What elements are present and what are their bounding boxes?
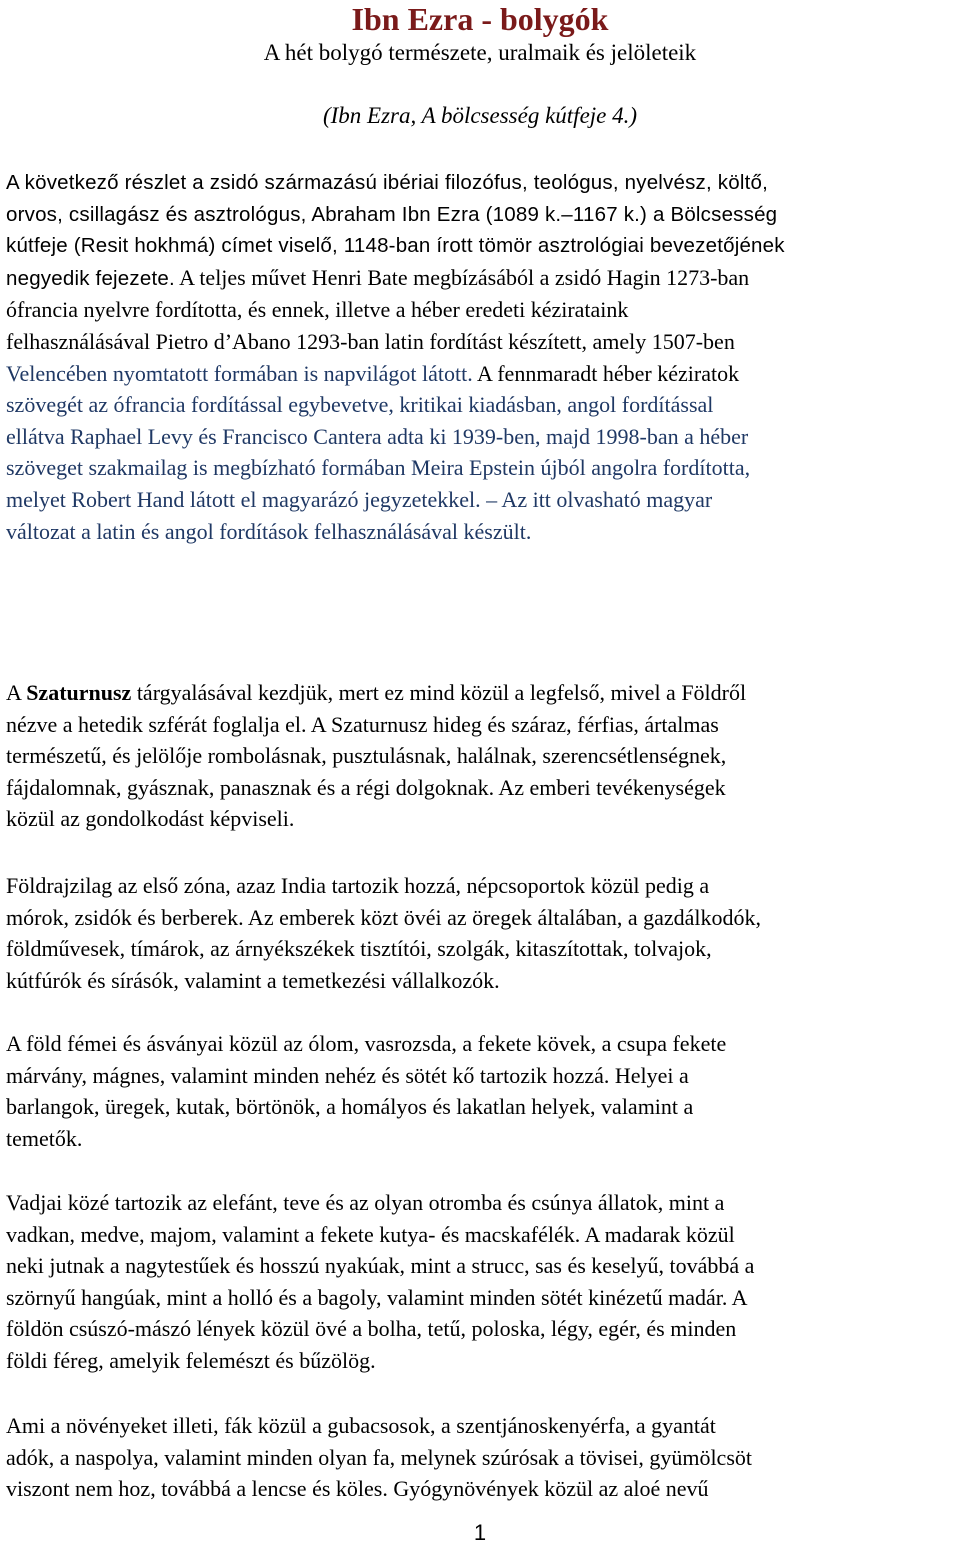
body-line: neki jutnak a nagytestűek és hosszú nyakúak, mint a strucc, sas és keselyű, továbbá a — [6, 1253, 755, 1279]
intro-line — [6, 358, 956, 390]
body-line: természetű, és jelölője rombolásnak, pusztulásnak, halálnak, szerencsétlenségnek, — [6, 743, 727, 769]
page-title: Ibn Ezra - bolygók — [351, 1, 609, 37]
body-line: vadkan, medve, majom, valamint a fekete kutya- és macskafélék. A madarak közül — [6, 1221, 735, 1247]
intro-line: felhasználásával Pietro d’Abano 1293-ban latin fordítást készített, amely 1507-ben — [6, 328, 735, 354]
page-number: 1 — [473, 1520, 487, 1545]
body-line: barlangok, üregek, kutak, börtönök, a homályos és lakatlan helyek, valamint a — [6, 1094, 694, 1120]
intro-line-part: A teljes művet Henri Bate megbízásából a zsidó Hagin 1273-ban — [174, 264, 750, 290]
intro-line — [6, 262, 956, 295]
intro-line: változat a latin és angol fordítások felhasználásával készült. — [6, 518, 532, 544]
intro-line: kútfeje (Resit hokhmá) címet viselő, 1148-ban írott tömör asztrológiai bevezetőjének — [6, 234, 785, 258]
intro-line: szövegét az ófrancia fordítással egybevetve, kritikai kiadásban, angol fordítással — [6, 392, 714, 418]
saturn-keyword: Szaturnusz — [26, 680, 132, 705]
body-line: A föld fémei és ásványai közül az ólom, vasrozsda, a fekete kövek, a csupa fekete — [6, 1031, 727, 1056]
intro-line: ellátva Raphael Levy és Francisco Cantera adta ki 1939-ben, majd 1998-ban a héber — [6, 423, 749, 449]
body-line-part: A — [6, 680, 27, 705]
intro-line: szöveget szakmailag is megbízható formában Meira Epstein újból angolra fordította, — [6, 455, 751, 481]
page-subtitle: A hét bolygó természete, uralmaik és jelöleteik — [263, 40, 697, 65]
body-line: márvány, mágnes, valamint minden nehéz és sötét kő tartozik hozzá. Helyei a — [6, 1062, 689, 1088]
body-paragraph-plants — [6, 1410, 956, 1505]
source-citation: (Ibn Ezra, A bölcsesség kútfeje 4.) — [322, 103, 638, 128]
body-line: Vadjai közé tartozik az elefánt, teve és az olyan otromba és csúnya állatok, mint a — [6, 1190, 725, 1215]
body-line: viszont nem hoz, továbbá a lencse és köles. Gyógynövények közül az aloé nevű — [6, 1476, 709, 1502]
body-line-part: tárgyalásával kezdjük, mert ez mind közül a legfelső, mivel a Földről — [131, 680, 747, 705]
body-line: szörnyű hangúak, mint a holló és a bagoly, valamint minden sötét kinézetű madár. A — [6, 1284, 748, 1310]
intro-line: melyet Robert Hand látott el magyarázó jegyzetekkel. – Az itt olvasható magyar — [6, 486, 713, 512]
body-line: Ami a növényeket illeti, fák közül a gubacsosok, a szentjánoskenyérfa, a gyantát — [6, 1413, 716, 1438]
body-paragraph-saturn — [6, 677, 956, 835]
body-paragraph-animals — [6, 1187, 956, 1377]
body-line: kútfúrók és sírásók, valamint a temetkezési vállalkozók. — [6, 967, 500, 993]
body-line: fájdalomnak, gyásznak, panasznak és a régi dolgoknak. Az emberi tevékenységek — [6, 774, 726, 800]
intro-line-part: A fennmaradt héber kéziratok — [472, 360, 740, 386]
intro-line-part: negyedik fejezete. — [6, 266, 175, 290]
body-paragraph-geography — [6, 870, 956, 996]
body-line: földön csúszó-mászó lények közül övé a bolha, tetű, poloska, légy, egér, és minden — [6, 1316, 737, 1342]
body-line: nézve a hetedik szférát foglalja el. A Szaturnusz hideg és száraz, férfias, ártalmas — [6, 711, 719, 737]
body-line: közül az gondolkodást képviseli. — [6, 806, 295, 832]
body-line: temetők. — [6, 1125, 83, 1151]
body-line: mórok, zsidók és berberek. Az emberek közt övéi az öregek általában, a gazdálkodók, — [6, 904, 762, 930]
body-line — [6, 677, 956, 709]
body-line: földművesek, tímárok, az árnyékszékek tisztítói, szolgák, kitaszítottak, tolvajok, — [6, 936, 712, 962]
intro-line: orvos, csillagász és asztrológus, Abraham Ibn Ezra (1089 k.–1167 k.) a Bölcsesség — [6, 202, 778, 226]
intro-line: ófrancia nyelvre fordította, és ennek, illetve a héber eredeti kézirataink — [6, 297, 629, 323]
intro-paragraph — [6, 167, 956, 552]
intro-line: A következő részlet a zsidó származású ibériai filozófus, teológus, nyelvész, költő, — [6, 171, 768, 194]
intro-line-part: Velencében nyomtatott formában is napvilágot látott. — [6, 360, 473, 386]
body-line: földi féreg, amelyik felemészt és bűzölög. — [6, 1347, 376, 1373]
body-line: adók, a naspolya, valamint minden olyan fa, melynek szúrósak a tövisei, gyümölcsöt — [6, 1444, 752, 1470]
body-line: Földrajzilag az első zóna, azaz India tartozik hozzá, népcsoportok közül pedig a — [6, 873, 710, 898]
body-paragraph-metals — [6, 1028, 956, 1154]
